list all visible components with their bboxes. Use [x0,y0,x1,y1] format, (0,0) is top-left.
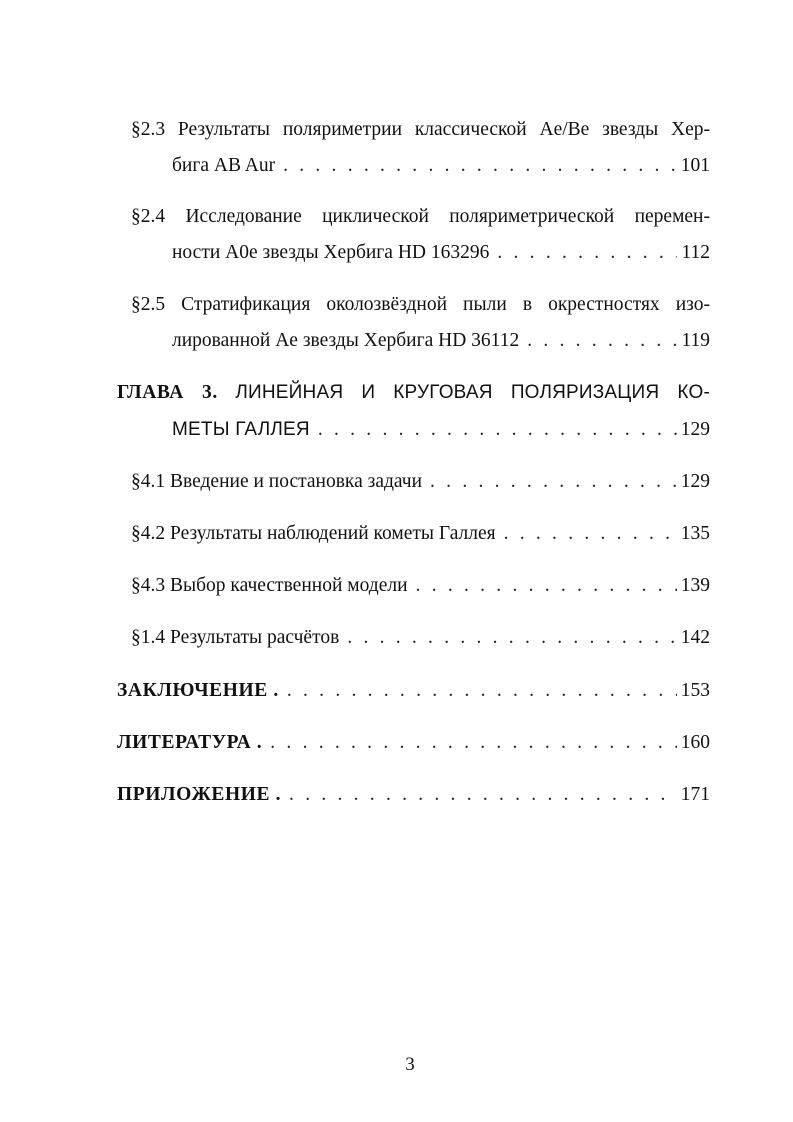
toc-entry-2-5-title-cont: лированной Ae звезды Хербига HD 36112 [172,330,520,351]
toc-entry-4-1-title: §4.1 Введение и постановка задачи [131,471,423,492]
toc-entry-2-4-line2 [172,241,710,265]
toc-entry-2-3-page: 101 [680,155,710,176]
toc-entry-1-4-page: 142 [680,627,710,648]
toc-entry-4-3-title: §4.3 Выбор качественной модели [131,575,408,596]
toc-entry-4-3 [131,574,710,598]
toc-entry-2-4-title-cont: ности A0e звезды Хербига HD 163296 [172,242,490,263]
dot-leader [318,418,677,442]
toc-entry-2-5-line1: §2.5 Стратификация околозвёздной пыли в окрестностях изо- [131,294,710,315]
toc-entry-2-3-line1: §2.3 Результаты поляриметрии классической Ae/Be звезды Хер- [131,119,710,140]
toc-entry-1-4-title: §1.4 Результаты расчётов [131,627,340,648]
dot-leader [497,241,677,265]
appendix-page: 171 [680,784,710,805]
toc-chapter-3-line2 [172,418,710,442]
page-number: 3 [405,1054,415,1075]
chapter-3-page: 129 [680,419,710,440]
dot-leader [283,154,677,178]
literature-page: 160 [680,732,710,753]
toc-entry-4-2-title: §4.2 Результаты наблюдений кометы Галлея [131,523,496,544]
toc-entry-2-4-page: 112 [681,242,710,263]
toc-entry-2-5-line2 [172,329,710,353]
toc-appendix [117,783,710,807]
toc-entry-4-1 [131,470,710,494]
appendix-title: ПРИЛОЖЕНИЕ . [117,784,282,805]
dot-leader [504,522,677,546]
toc-chapter-3-line1 [117,381,710,405]
dot-leader [416,574,677,598]
toc-entry-2-4-line1: §2.4 Исследование циклической поляриметрической перемен- [131,206,710,227]
chapter-3-title: ЛИНЕЙНАЯ И КРУГОВАЯ ПОЛЯРИЗАЦИЯ КО- [235,382,710,403]
dot-leader [347,626,676,650]
toc-conclusion [117,679,710,703]
conclusion-page: 153 [680,680,710,701]
dot-leader [527,329,677,353]
conclusion-title: ЗАКЛЮЧЕНИЕ . [117,680,279,701]
dot-leader [287,679,677,703]
dot-leader [270,731,676,755]
chapter-3-title-cont: МЕТЫ ГАЛЛЕЯ [172,419,310,440]
toc-entry-2-5-page: 119 [681,330,710,351]
literature-title: ЛИТЕРАТУРА . [117,732,263,753]
toc-entry-4-3-page: 139 [680,575,710,596]
toc-entry-2-3-title-cont: бига AB Aur [172,155,276,176]
toc-entry-2-3-line2 [172,154,710,178]
toc-entry-4-2-page: 135 [680,523,710,544]
toc-entry-4-1-page: 129 [680,471,710,492]
toc-literature [117,731,710,755]
dot-leader [289,783,677,807]
toc-entry-1-4 [131,626,710,650]
dot-leader [430,470,677,494]
chapter-3-label: ГЛАВА 3. [117,382,218,403]
toc-entry-4-2 [131,522,710,546]
